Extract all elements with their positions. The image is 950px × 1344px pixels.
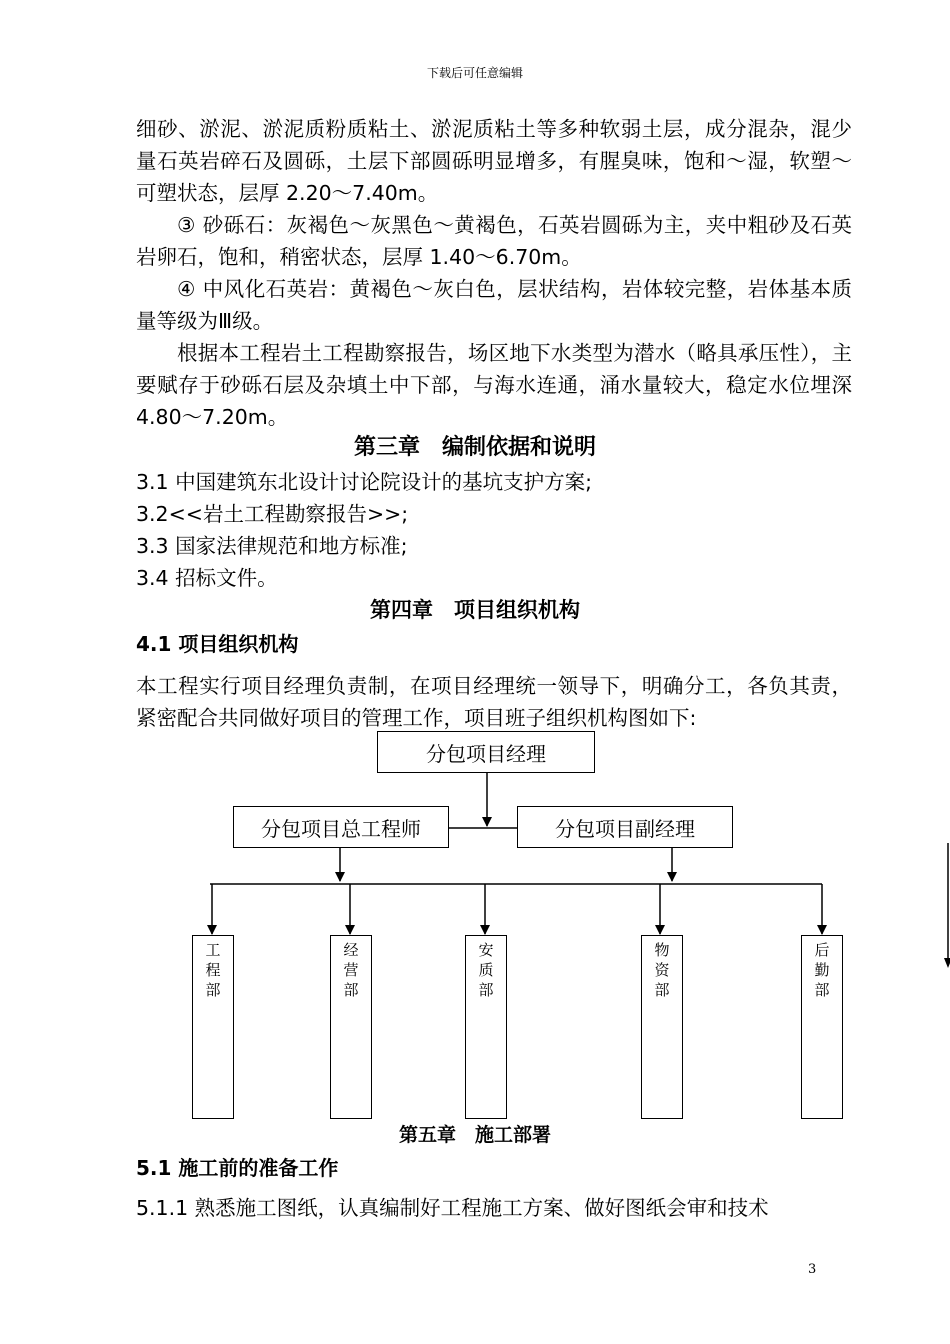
- basis-item-2: 3.2<<岩土工程勘察报告>>;: [136, 502, 409, 526]
- chapter3-title: 第三章 编制依据和说明: [353, 434, 596, 460]
- basis-item-4: 3.4 招标文件。: [136, 566, 278, 590]
- page-number: 3: [808, 1262, 817, 1277]
- org-box-deputy-manager: 分包项目副经理: [517, 806, 733, 848]
- paragraph-quartzite: ④ 中风化石英岩：黄褐色～灰白色，层状结构，岩体较完整，岩体基本质量等级为Ⅲ级。: [136, 277, 852, 333]
- chapter5-title: 第五章 施工部署: [398, 1124, 551, 1146]
- basis-item-3: 3.3 国家法律规范和地方标准;: [136, 534, 408, 558]
- paragraph-soil-layer: 细砂、淤泥、淤泥质粉质粘土、淤泥质粘土等多种软弱土层，成分混杂，混少量石英岩碎石及圆砾，土层下部圆砾明显增多，有腥臭味，饱和～湿，软塑～可塑状态，层厚 2.20～7.40m。: [136, 117, 852, 205]
- org-dept-materials: 物资部: [641, 935, 683, 1119]
- org-box-chief-engineer: 分包项目总工程师: [233, 806, 449, 848]
- paragraph-5-1-1: 5.1.1 熟悉施工图纸，认真编制好工程施工方案、做好图纸会审和技术: [136, 1196, 769, 1220]
- basis-item-1: 3.1 中国建筑东北设计讨论院设计的基坑支护方案;: [136, 470, 593, 494]
- page-header: 下载后可任意编辑: [426, 66, 523, 80]
- org-dept-business: 经营部: [330, 935, 372, 1119]
- org-dept-logistics: 后勤部: [801, 935, 843, 1119]
- paragraph-org-intro: 本工程实行项目经理负责制，在项目经理统一领导下，明确分工，各负其责，紧密配合共同做好项目的管理工作，项目班子组织机构图如下:: [136, 674, 852, 730]
- org-dept-safety-quality: 安质部: [465, 935, 507, 1119]
- org-box-project-manager: 分包项目经理: [377, 731, 595, 773]
- section-4-1-title: 4.1 项目组织机构: [136, 632, 299, 656]
- paragraph-gravel: ③ 砂砾石：灰褐色～灰黑色～黄褐色，石英岩圆砾为主，夹中粗砂及石英岩卵石，饱和，稍密状态，层厚 1.40～6.70m。: [136, 213, 852, 269]
- section-5-1-title: 5.1 施工前的准备工作: [136, 1156, 339, 1180]
- paragraph-groundwater: 根据本工程岩土工程勘察报告，场区地下水类型为潜水（略具承压性），主要赋存于砂砾石层及杂填土中下部，与海水连通，涌水量较大，稳定水位埋深 4.80～7.20m。: [136, 341, 852, 429]
- chapter4-title: 第四章 项目组织机构: [370, 597, 580, 622]
- org-dept-engineering: 工程部: [192, 935, 234, 1119]
